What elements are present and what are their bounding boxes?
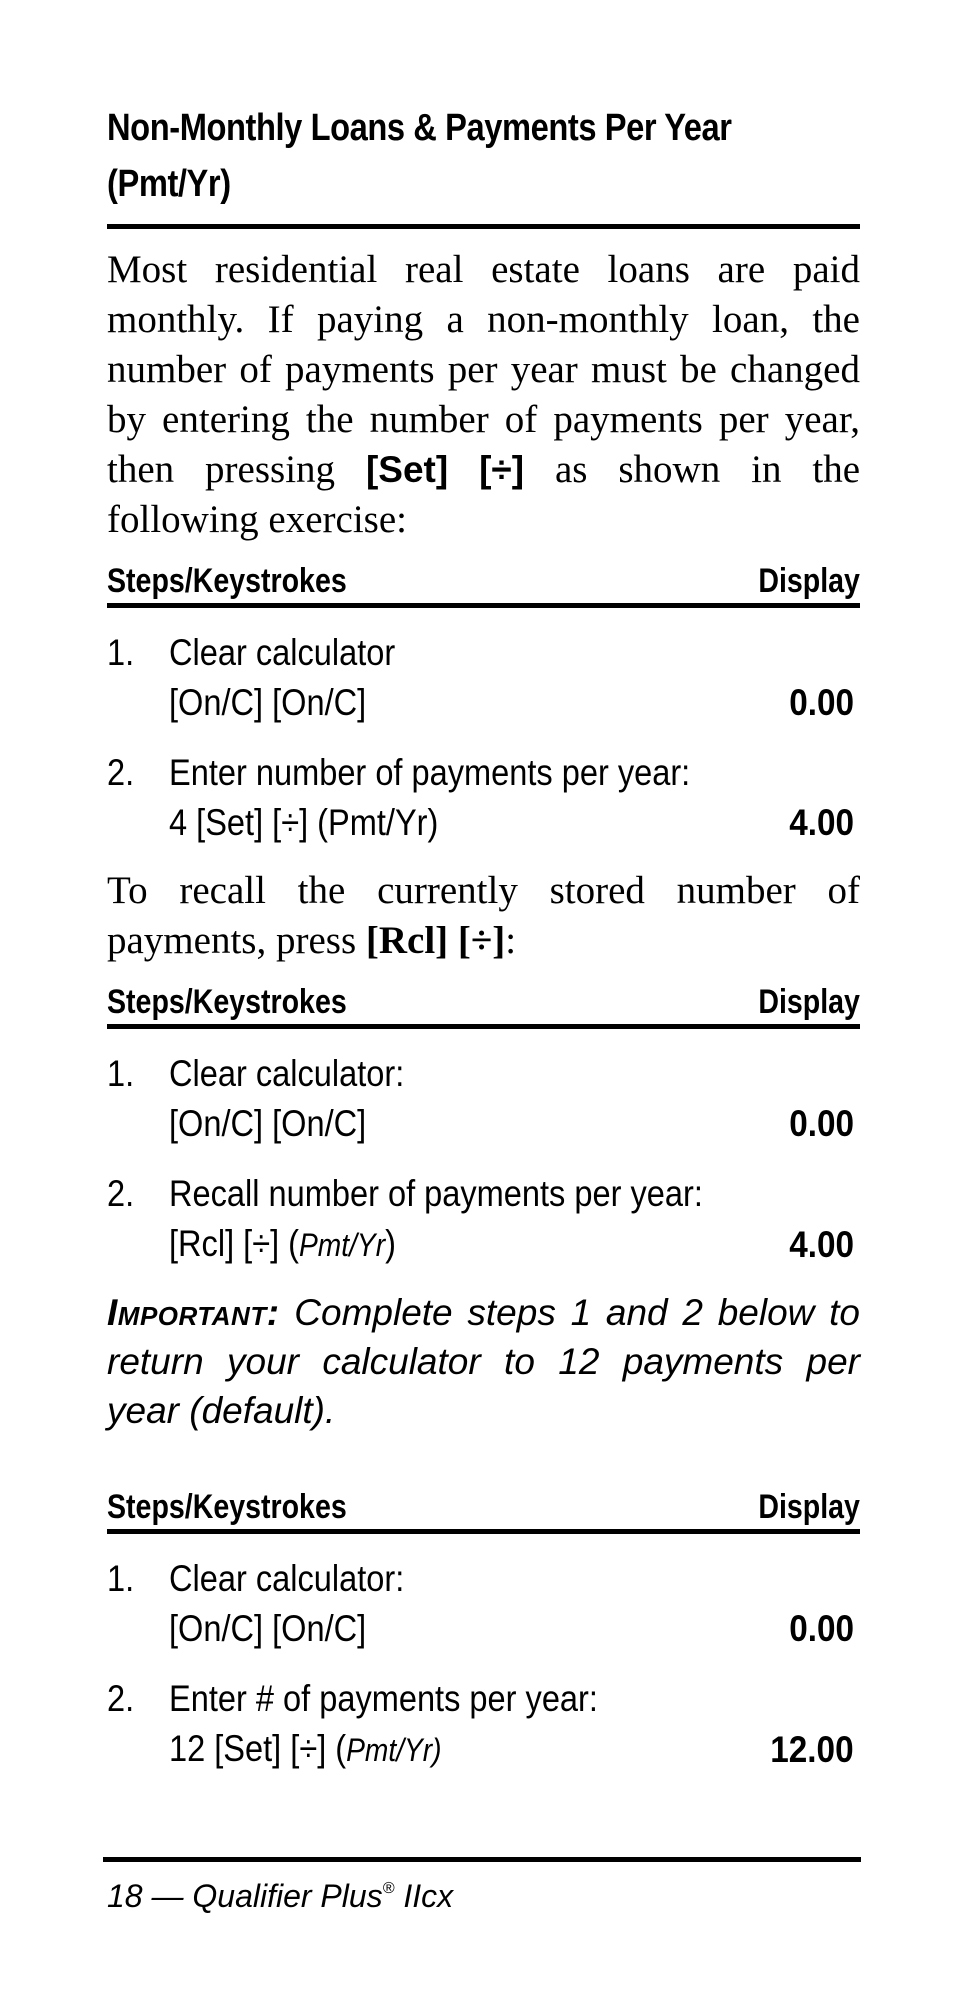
steps-keystrokes-header: Steps/Keystrokes bbox=[107, 983, 347, 1021]
registered-mark: ® bbox=[382, 1880, 395, 1897]
step-number: 2. bbox=[107, 752, 135, 793]
intro-text-end: as shown in the following exercise: bbox=[107, 448, 861, 541]
recall-paragraph bbox=[107, 866, 860, 966]
important-label: Important: bbox=[107, 1292, 280, 1333]
important-note bbox=[107, 1288, 860, 1435]
display-value: 4.00 bbox=[789, 1224, 854, 1265]
step-description: Clear calculator bbox=[169, 632, 396, 673]
page-footer bbox=[107, 1866, 453, 1919]
heading-line-2: (Pmt/Yr) bbox=[107, 163, 231, 205]
table-header bbox=[107, 559, 860, 608]
table-header bbox=[107, 1485, 860, 1534]
steps-keystrokes-header: Steps/Keystrokes bbox=[107, 562, 347, 600]
step-keystrokes bbox=[169, 1724, 777, 1775]
steps-table-1 bbox=[107, 559, 860, 848]
step-number: 2. bbox=[107, 1173, 135, 1214]
heading-rule bbox=[107, 224, 860, 229]
step-keystrokes: [On/C] [On/C] bbox=[169, 682, 367, 723]
footer-page-title: 18 — Qualifier Plus bbox=[107, 1878, 383, 1914]
intro-text: Most residential real estate loans are paid monthly. If paying a non-monthly loan, the number of payments per year must be changed by entering the number of payments per year, then pressing bbox=[107, 248, 860, 491]
manual-page bbox=[107, 100, 860, 1775]
step-keystrokes bbox=[169, 1219, 777, 1270]
keystroke-keys: 12 [Set] [÷] ( bbox=[169, 1728, 347, 1769]
divide-key-label: [÷] bbox=[479, 449, 525, 490]
display-header: Display bbox=[758, 1488, 860, 1526]
steps-table-3 bbox=[107, 1485, 860, 1775]
recall-text: To recall the currently stored number of payments, press bbox=[107, 869, 860, 962]
step-keystrokes: [On/C] [On/C] bbox=[169, 1608, 367, 1649]
section-heading bbox=[107, 100, 860, 212]
step-number: 1. bbox=[107, 632, 135, 673]
display-header: Display bbox=[758, 562, 860, 600]
pmt-yr-label: Pmt/Yr bbox=[299, 1227, 386, 1263]
table-row bbox=[107, 1169, 860, 1270]
display-value: 0.00 bbox=[789, 1608, 854, 1649]
intro-paragraph bbox=[107, 245, 860, 545]
table-row bbox=[107, 748, 860, 848]
table-row bbox=[107, 1674, 860, 1775]
steps-keystrokes-header: Steps/Keystrokes bbox=[107, 1488, 347, 1526]
table-row bbox=[107, 1554, 860, 1654]
footer-rule bbox=[103, 1857, 861, 1862]
display-value: 0.00 bbox=[789, 1103, 854, 1144]
rcl-divide-keys: [Rcl] [÷] bbox=[365, 919, 506, 962]
important-text: Complete steps 1 and 2 below to return your calculator to 12 payments per year (default). bbox=[107, 1292, 860, 1431]
display-header: Display bbox=[758, 983, 860, 1021]
display-value: 0.00 bbox=[789, 682, 854, 723]
table-row bbox=[107, 1049, 860, 1149]
step-description: Recall number of payments per year: bbox=[169, 1173, 703, 1214]
steps-table-2 bbox=[107, 980, 860, 1270]
display-value: 4.00 bbox=[789, 802, 854, 843]
display-value: 12.00 bbox=[770, 1729, 854, 1770]
recall-text-end: : bbox=[505, 919, 517, 962]
table-row bbox=[107, 628, 860, 728]
step-number: 1. bbox=[107, 1053, 135, 1094]
pmt-yr-label: Pmt/Yr) bbox=[346, 1732, 442, 1768]
step-number: 2. bbox=[107, 1678, 135, 1719]
step-keystrokes: [On/C] [On/C] bbox=[169, 1103, 367, 1144]
table-header bbox=[107, 980, 860, 1029]
step-keystrokes: 4 [Set] [÷] (Pmt/Yr) bbox=[169, 802, 439, 843]
keystroke-keys: [Rcl] [÷] ( bbox=[169, 1223, 300, 1264]
step-description: Clear calculator: bbox=[169, 1053, 405, 1094]
step-number: 1. bbox=[107, 1558, 135, 1599]
step-description: Enter number of payments per year: bbox=[169, 752, 691, 793]
set-key-label: [Set] bbox=[365, 449, 449, 490]
step-description: Clear calculator: bbox=[169, 1558, 405, 1599]
step-description: Enter # of payments per year: bbox=[169, 1678, 598, 1719]
heading-line-1: Non-Monthly Loans & Payments Per Year bbox=[107, 107, 732, 149]
keystroke-close: ) bbox=[385, 1223, 396, 1264]
footer-model: IIcx bbox=[394, 1878, 454, 1914]
